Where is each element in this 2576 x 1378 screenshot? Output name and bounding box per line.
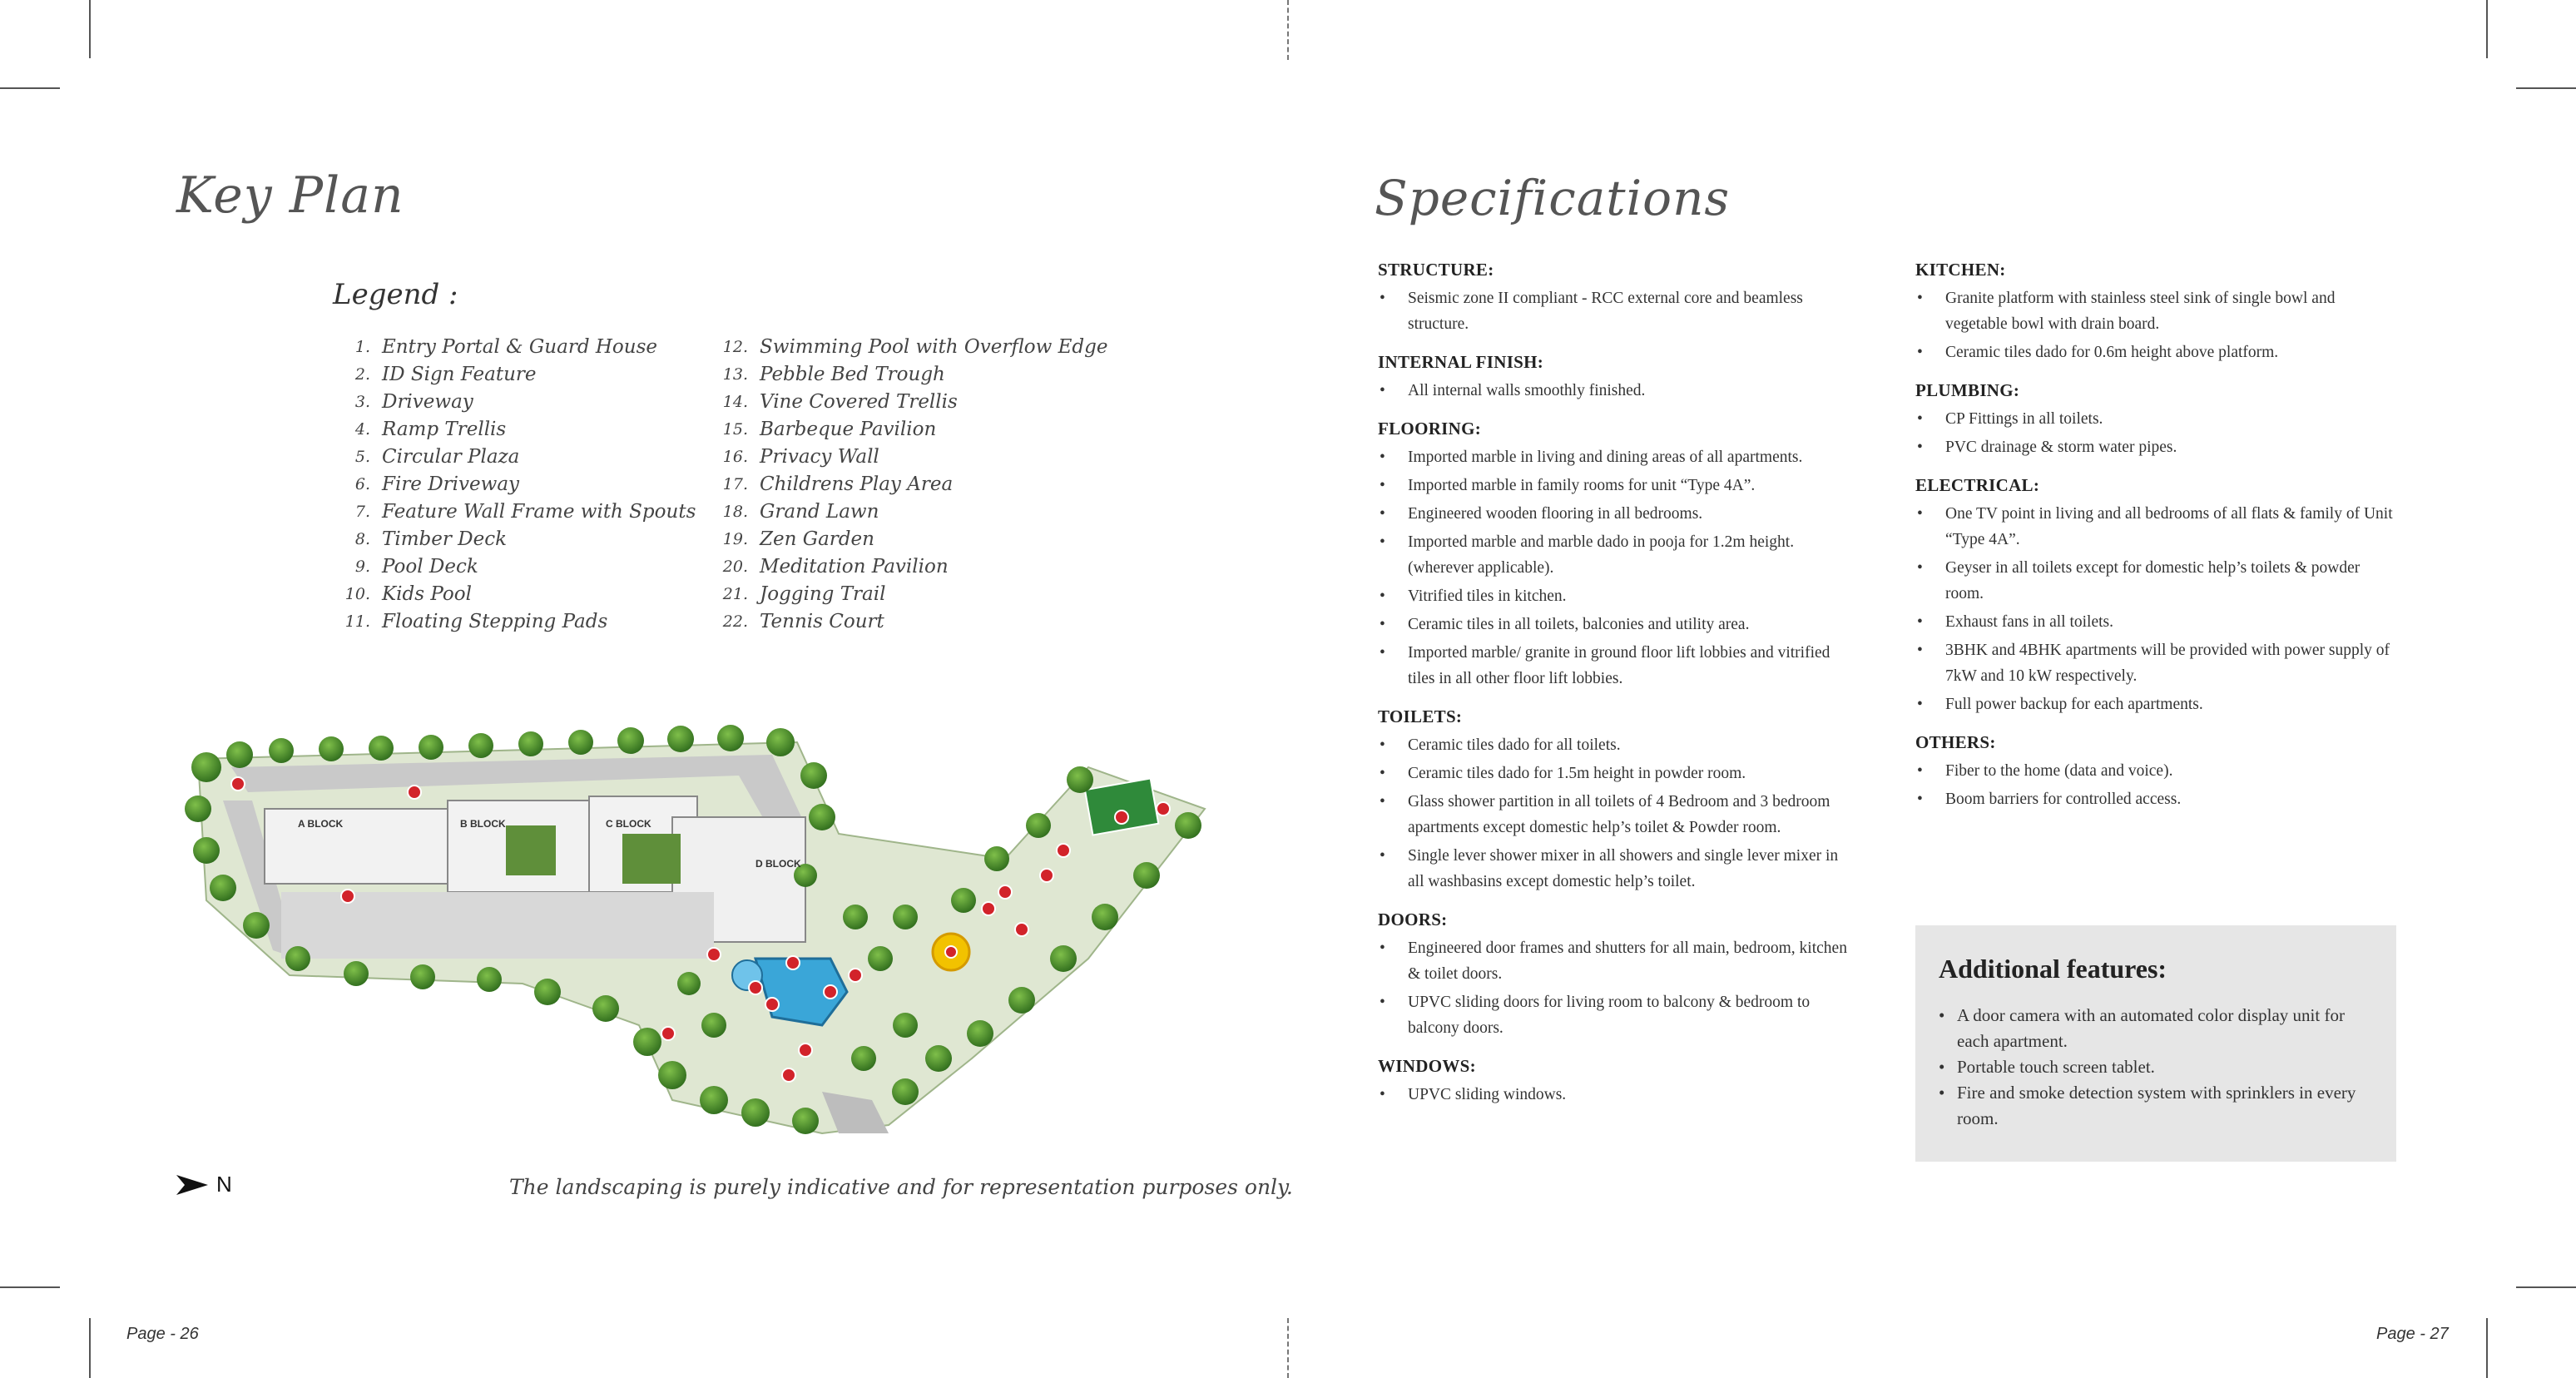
spec-item: • Imported marble and marble dado in pooja for 1.2m height. (wherever applicable). — [1378, 529, 1852, 581]
legend-column-1 — [324, 333, 696, 635]
crop-mark — [89, 1318, 91, 1378]
block-label-a: A BLOCK — [298, 818, 344, 830]
legend-column-2 — [702, 333, 1107, 635]
crop-mark — [2516, 87, 2576, 89]
spec-item: • All internal walls smoothly finished. — [1378, 378, 1852, 404]
spec-item: • Imported marble/ granite in ground floor lift lobbies and vitrified tiles in all other floor lift lobbies. — [1378, 640, 1852, 691]
legend-item: 6. Fire Driveway — [354, 473, 520, 495]
legend-item: 16. Privacy Wall — [722, 445, 879, 468]
page-number-right: Page - 27 — [2376, 1325, 2449, 1343]
section-heading: STRUCTURE: — [1378, 260, 1494, 280]
spec-item: • Ceramic tiles dado for 1.5m height in powder room. — [1378, 761, 1852, 786]
page-title-key-plan: Key Plan — [176, 166, 404, 225]
spec-item: • Vitrified tiles in kitchen. — [1378, 583, 1852, 609]
center-fold-mark-bottom — [1287, 1318, 1289, 1378]
spec-item: • Seismic zone II compliant - RCC external core and beamless structure. — [1378, 285, 1852, 337]
spec-item: • Imported marble in living and dining areas of all apartments. — [1378, 444, 1852, 470]
spec-item: • Glass shower partition in all toilets of 4 Bedroom and 3 bedroom apartments except domestic help’s toilet & Powder room. — [1378, 789, 1852, 840]
section-heading: ELECTRICAL: — [1915, 475, 2040, 495]
spec-item: • Engineered wooden flooring in all bedrooms. — [1378, 501, 1852, 527]
crop-mark — [0, 87, 60, 89]
legend-item: 12. Swimming Pool with Overflow Edge — [722, 335, 1108, 358]
site-plan-illustration — [173, 709, 1210, 1142]
block-label-d: D BLOCK — [755, 858, 801, 870]
spec-item: • PVC drainage & storm water pipes. — [1915, 434, 2394, 460]
crop-mark — [2486, 1318, 2488, 1378]
section-heading: OTHERS: — [1915, 732, 1996, 752]
crop-mark — [2486, 0, 2488, 58]
spec-item: • Fiber to the home (data and voice). — [1915, 758, 2394, 784]
additional-features-title: Additional features: — [1939, 954, 2167, 984]
north-indicator — [176, 1172, 232, 1197]
additional-features-box — [1915, 925, 2396, 1162]
additional-feature-item: • Fire and smoke detection system with sprinklers in every room. — [1939, 1080, 2373, 1132]
spec-item: • Engineered door frames and shutters for all main, bedroom, kitchen & toilet doors. — [1378, 935, 1852, 987]
page-number-left: Page - 26 — [126, 1325, 199, 1343]
legend-item: 5. Circular Plaza — [354, 445, 520, 468]
legend-item: 1. Entry Portal & Guard House — [354, 335, 657, 358]
legend-item: 3. Driveway — [354, 390, 473, 413]
block-label-b: B BLOCK — [460, 818, 506, 830]
section-heading: WINDOWS: — [1378, 1056, 1476, 1076]
spec-item: • Imported marble in family rooms for unit “Type 4A”. — [1378, 473, 1852, 498]
spec-item: • Ceramic tiles dado for all toilets. — [1378, 732, 1852, 758]
spec-item: • Exhaust fans in all toilets. — [1915, 609, 2394, 635]
north-arrow-icon — [176, 1173, 208, 1197]
legend-item: 2. ID Sign Feature — [354, 363, 537, 385]
legend-item: 18. Grand Lawn — [722, 500, 879, 523]
spec-item: • One TV point in living and all bedrooms of all flats & family of Unit “Type 4A”. — [1915, 501, 2394, 553]
spec-item: • Ceramic tiles in all toilets, balconies and utility area. — [1378, 612, 1852, 637]
north-label: N — [216, 1172, 232, 1197]
building-a-block — [265, 809, 464, 884]
center-fold-mark-top — [1287, 0, 1289, 60]
legend-item: 10. Kids Pool — [344, 582, 472, 605]
legend-heading: Legend : — [333, 278, 458, 311]
section-heading: DOORS: — [1378, 910, 1448, 929]
section-heading: FLOORING: — [1378, 419, 1482, 439]
spec-item: • Granite platform with stainless steel sink of single bowl and vegetable bowl with drain board. — [1915, 285, 2394, 337]
legend-item: 11. Floating Stepping Pads — [344, 610, 608, 632]
section-heading: KITCHEN: — [1915, 260, 2006, 280]
legend-item: 15. Barbeque Pavilion — [722, 418, 937, 440]
legend-item: 20. Meditation Pavilion — [722, 555, 949, 577]
legend-item: 22. Tennis Court — [722, 610, 884, 632]
block-label-c: C BLOCK — [606, 818, 651, 830]
disclaimer-text: The landscaping is purely indicative and for representation purposes only. — [509, 1175, 1293, 1199]
legend-item: 19. Zen Garden — [722, 528, 874, 550]
crop-mark — [89, 0, 91, 58]
specs-column-1 — [1378, 260, 1852, 1110]
spec-item: • UPVC sliding doors for living room to balcony & bedroom to balcony doors. — [1378, 989, 1852, 1041]
specs-column-2 — [1915, 260, 2394, 815]
spec-item: • 3BHK and 4BHK apartments will be provided with power supply of 7kW and 10 kW respectively. — [1915, 637, 2394, 689]
legend-item: 21. Jogging Trail — [722, 582, 886, 605]
crop-mark — [0, 1286, 60, 1288]
spec-item: • Boom barriers for controlled access. — [1915, 786, 2394, 812]
legend-item: 9. Pool Deck — [354, 555, 478, 577]
spec-item: • Geyser in all toilets except for domestic help’s toilets & powder room. — [1915, 555, 2394, 607]
section-heading: INTERNAL FINISH: — [1378, 352, 1544, 372]
additional-feature-item: • A door camera with an automated color display unit for each apartment. — [1939, 1003, 2373, 1054]
legend-item: 13. Pebble Bed Trough — [722, 363, 945, 385]
legend-item: 8. Timber Deck — [354, 528, 508, 550]
spec-item: • UPVC sliding windows. — [1378, 1082, 1852, 1108]
legend-item: 7. Feature Wall Frame with Spouts — [354, 500, 696, 523]
legend-item: 14. Vine Covered Trellis — [722, 390, 958, 413]
spec-item: • Full power backup for each apartments. — [1915, 691, 2394, 717]
crop-mark — [2516, 1286, 2576, 1288]
spec-item: • CP Fittings in all toilets. — [1915, 406, 2394, 432]
additional-feature-item: • Portable touch screen tablet. — [1939, 1054, 2373, 1080]
legend-item: 17. Childrens Play Area — [722, 473, 954, 495]
page-title-specifications: Specifications — [1375, 170, 1731, 226]
section-heading: PLUMBING: — [1915, 380, 2020, 400]
section-heading: TOILETS: — [1378, 706, 1463, 726]
spec-item: • Ceramic tiles dado for 0.6m height above platform. — [1915, 340, 2394, 365]
legend-item: 4. Ramp Trellis — [354, 418, 507, 440]
spec-item: • Single lever shower mixer in all showers and single lever mixer in all washbasins except domestic help’s toilet. — [1378, 843, 1852, 895]
